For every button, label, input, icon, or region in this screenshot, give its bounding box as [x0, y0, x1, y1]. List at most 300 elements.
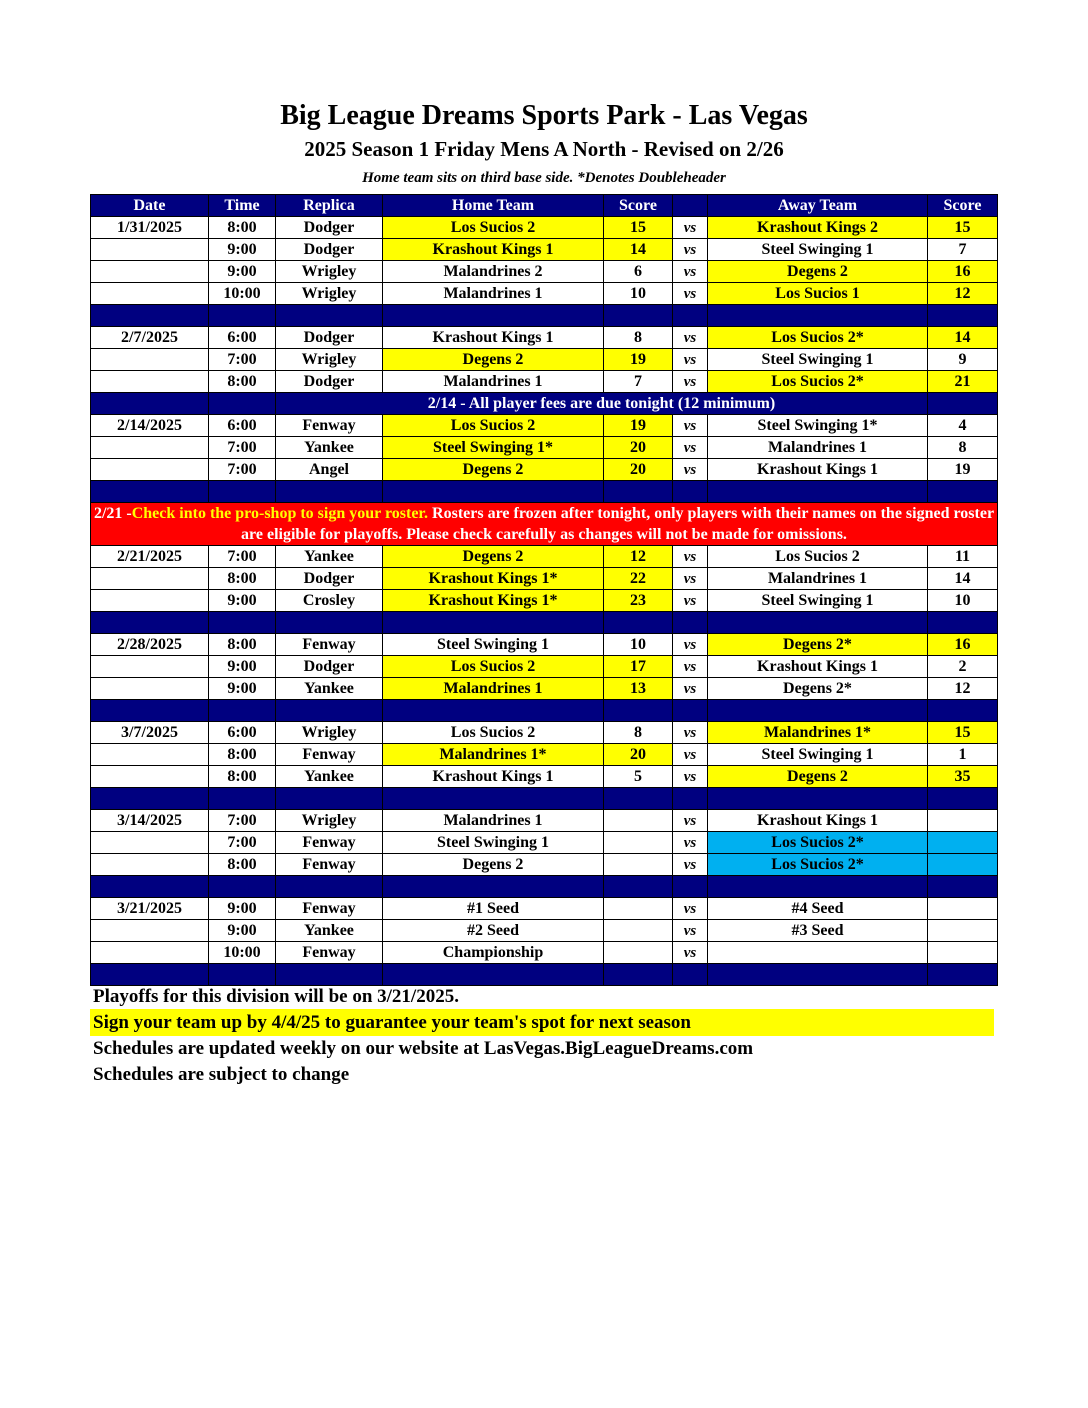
home-team: Los Sucios 2	[383, 217, 604, 239]
table-row	[91, 590, 998, 612]
change-note: Schedules are subject to change	[93, 1064, 350, 1085]
game-replica: Fenway	[276, 744, 383, 766]
col-replica: Replica	[276, 195, 383, 217]
home-score: 20	[604, 744, 673, 766]
home-team: Malandrines 1	[383, 283, 604, 305]
vs-label: vs	[673, 459, 708, 481]
game-time: 9:00	[209, 261, 276, 283]
away-score: 35	[928, 766, 998, 788]
away-team: Degens 2	[708, 261, 928, 283]
separator-cell	[928, 700, 998, 722]
away-score: 14	[928, 327, 998, 349]
away-score: 16	[928, 261, 998, 283]
game-replica: Dodger	[276, 239, 383, 261]
game-time: 8:00	[209, 744, 276, 766]
separator-cell	[928, 481, 998, 503]
game-time: 7:00	[209, 810, 276, 832]
separator-cell	[673, 876, 708, 898]
separator-cell	[209, 305, 276, 327]
home-score	[604, 810, 673, 832]
away-score: 12	[928, 678, 998, 700]
game-date	[91, 349, 209, 371]
away-score: 15	[928, 217, 998, 239]
away-score	[928, 854, 998, 876]
game-replica: Yankee	[276, 437, 383, 459]
col-date: Date	[91, 195, 209, 217]
home-team: Championship	[383, 942, 604, 964]
table-row	[91, 546, 998, 568]
game-date: 3/21/2025	[91, 898, 209, 920]
vs-label: vs	[673, 656, 708, 678]
vs-label: vs	[673, 678, 708, 700]
game-date	[91, 261, 209, 283]
away-team: Malandrines 1*	[708, 722, 928, 744]
separator-row	[91, 964, 998, 986]
game-replica: Yankee	[276, 766, 383, 788]
away-score	[928, 920, 998, 942]
separator-cell	[673, 612, 708, 634]
vs-label: vs	[673, 568, 708, 590]
page-subtitle: 2025 Season 1 Friday Mens A North - Revised on 2/26	[304, 137, 784, 161]
vs-label: vs	[673, 722, 708, 744]
game-date	[91, 942, 209, 964]
away-team: Steel Swinging 1*	[708, 415, 928, 437]
game-time: 7:00	[209, 349, 276, 371]
game-date	[91, 371, 209, 393]
separator-cell	[383, 876, 604, 898]
home-team: Krashout Kings 1	[383, 239, 604, 261]
game-date	[91, 568, 209, 590]
away-team: Los Sucios 1	[708, 283, 928, 305]
page-title: Big League Dreams Sports Park - Las Vegas	[280, 100, 808, 131]
separator-cell	[276, 481, 383, 503]
game-replica: Fenway	[276, 832, 383, 854]
vs-label: vs	[673, 239, 708, 261]
home-team: Degens 2	[383, 854, 604, 876]
home-team: Malandrines 1*	[383, 744, 604, 766]
game-time: 9:00	[209, 678, 276, 700]
game-replica: Crosley	[276, 590, 383, 612]
away-score: 7	[928, 239, 998, 261]
table-row	[91, 656, 998, 678]
away-team: Malandrines 1	[708, 437, 928, 459]
separator-cell	[673, 481, 708, 503]
game-date	[91, 920, 209, 942]
away-team: Krashout Kings 2	[708, 217, 928, 239]
separator-cell	[604, 876, 673, 898]
game-time: 10:00	[209, 283, 276, 305]
game-date: 3/14/2025	[91, 810, 209, 832]
game-replica: Dodger	[276, 371, 383, 393]
col-away-score: Score	[928, 195, 998, 217]
game-replica: Fenway	[276, 898, 383, 920]
game-replica: Yankee	[276, 546, 383, 568]
game-date: 2/28/2025	[91, 634, 209, 656]
table-row	[91, 415, 998, 437]
separator-cell	[276, 700, 383, 722]
separator-cell	[209, 788, 276, 810]
separator-cell	[383, 700, 604, 722]
away-score	[928, 810, 998, 832]
alert-lead: 2/21 -	[93, 505, 132, 522]
table-row	[91, 459, 998, 481]
separator-cell	[209, 700, 276, 722]
away-score: 11	[928, 546, 998, 568]
game-replica: Dodger	[276, 217, 383, 239]
home-team: Los Sucios 2	[383, 415, 604, 437]
game-replica: Wrigley	[276, 283, 383, 305]
separator-cell	[383, 788, 604, 810]
game-replica: Wrigley	[276, 261, 383, 283]
separator-cell	[276, 788, 383, 810]
game-replica: Dodger	[276, 568, 383, 590]
away-team: Krashout Kings 1	[708, 656, 928, 678]
separator-cell	[91, 700, 209, 722]
separator-cell	[604, 305, 673, 327]
game-date	[91, 854, 209, 876]
game-time: 8:00	[209, 371, 276, 393]
separator-cell	[604, 964, 673, 986]
announcement-text: 2/14 - All player fees are due tonight (12 minimum)	[276, 393, 928, 415]
separator-cell	[708, 700, 928, 722]
home-score: 17	[604, 656, 673, 678]
separator-cell	[928, 964, 998, 986]
away-team: Steel Swinging 1	[708, 239, 928, 261]
separator-row	[91, 481, 998, 503]
separator-row	[91, 788, 998, 810]
table-row	[91, 810, 998, 832]
vs-label: vs	[673, 546, 708, 568]
roster-alert	[91, 503, 998, 546]
away-team: Degens 2	[708, 766, 928, 788]
separator-cell	[276, 876, 383, 898]
separator-cell	[708, 481, 928, 503]
table-row	[91, 239, 998, 261]
separator-cell	[928, 612, 998, 634]
home-score	[604, 854, 673, 876]
home-team: Los Sucios 2	[383, 722, 604, 744]
separator-cell	[209, 964, 276, 986]
away-score: 2	[928, 656, 998, 678]
game-date	[91, 239, 209, 261]
separator-cell	[91, 964, 209, 986]
home-score: 22	[604, 568, 673, 590]
separator-cell	[928, 305, 998, 327]
separator-cell	[604, 788, 673, 810]
home-score: 20	[604, 437, 673, 459]
home-team: Degens 2	[383, 459, 604, 481]
home-score: 13	[604, 678, 673, 700]
col-home-team: Home Team	[383, 195, 604, 217]
separator-cell	[91, 612, 209, 634]
game-replica: Wrigley	[276, 349, 383, 371]
home-team: Steel Swinging 1	[383, 634, 604, 656]
separator-cell	[91, 876, 209, 898]
separator-cell	[276, 305, 383, 327]
vs-label: vs	[673, 920, 708, 942]
home-team: Malandrines 1	[383, 371, 604, 393]
away-team: Steel Swinging 1	[708, 744, 928, 766]
col-away-team: Away Team	[708, 195, 928, 217]
vs-label: vs	[673, 261, 708, 283]
away-team: #4 Seed	[708, 898, 928, 920]
game-time: 7:00	[209, 437, 276, 459]
separator-cell	[928, 876, 998, 898]
separator-cell	[708, 305, 928, 327]
separator-cell	[209, 481, 276, 503]
away-score: 8	[928, 437, 998, 459]
game-date	[91, 590, 209, 612]
schedule-note: Home team sits on third base side. *Denotes Doubleheader	[362, 170, 726, 186]
roster-alert-row	[91, 503, 998, 546]
vs-label: vs	[673, 634, 708, 656]
separator-cell	[91, 305, 209, 327]
away-team: Degens 2*	[708, 634, 928, 656]
game-time: 8:00	[209, 766, 276, 788]
game-time: 8:00	[209, 217, 276, 239]
game-replica: Fenway	[276, 942, 383, 964]
home-team: Krashout Kings 1	[383, 766, 604, 788]
away-score: 21	[928, 371, 998, 393]
away-team: Malandrines 1	[708, 568, 928, 590]
away-score	[928, 898, 998, 920]
game-date	[91, 766, 209, 788]
playoffs-note: Playoffs for this division will be on 3/21/2025.	[93, 986, 459, 1007]
game-time: 9:00	[209, 239, 276, 261]
game-time: 6:00	[209, 415, 276, 437]
separator-cell	[383, 612, 604, 634]
away-score: 10	[928, 590, 998, 612]
separator-cell	[708, 788, 928, 810]
away-score	[928, 942, 998, 964]
home-team: #2 Seed	[383, 920, 604, 942]
away-team: Los Sucios 2*	[708, 327, 928, 349]
separator-cell	[708, 964, 928, 986]
game-date: 1/31/2025	[91, 217, 209, 239]
separator-cell	[276, 964, 383, 986]
game-replica: Wrigley	[276, 722, 383, 744]
vs-label: vs	[673, 942, 708, 964]
table-row	[91, 283, 998, 305]
home-score: 20	[604, 459, 673, 481]
home-score	[604, 920, 673, 942]
home-team: Malandrines 1	[383, 678, 604, 700]
alert-rest: Rosters are frozen after tonight, only players with their names on the signed roster are eligible for playoffs. Please check carefully as changes will not be made for omissions.	[241, 505, 995, 543]
separator-cell	[383, 481, 604, 503]
table-header-row	[91, 195, 998, 217]
table-row	[91, 327, 998, 349]
away-team: Los Sucios 2	[708, 546, 928, 568]
home-team: Steel Swinging 1*	[383, 437, 604, 459]
home-score	[604, 832, 673, 854]
game-date	[91, 283, 209, 305]
separator-cell	[673, 305, 708, 327]
separator-cell	[673, 788, 708, 810]
vs-label: vs	[673, 744, 708, 766]
home-score: 14	[604, 239, 673, 261]
vs-label: vs	[673, 766, 708, 788]
game-date	[91, 437, 209, 459]
away-team: Los Sucios 2*	[708, 854, 928, 876]
announcement-row	[91, 393, 998, 415]
col-home-score: Score	[604, 195, 673, 217]
separator-cell	[928, 788, 998, 810]
game-date	[91, 656, 209, 678]
vs-label: vs	[673, 590, 708, 612]
table-row	[91, 217, 998, 239]
table-row	[91, 744, 998, 766]
vs-label: vs	[673, 437, 708, 459]
separator-cell	[209, 612, 276, 634]
game-time: 9:00	[209, 920, 276, 942]
away-score: 1	[928, 744, 998, 766]
table-row	[91, 568, 998, 590]
separator-cell	[383, 305, 604, 327]
game-date	[91, 678, 209, 700]
away-team: Los Sucios 2*	[708, 832, 928, 854]
away-score: 15	[928, 722, 998, 744]
note-spacer	[91, 393, 209, 415]
home-score: 6	[604, 261, 673, 283]
away-score: 9	[928, 349, 998, 371]
col-time: Time	[209, 195, 276, 217]
away-score: 16	[928, 634, 998, 656]
home-team: Krashout Kings 1*	[383, 568, 604, 590]
home-team: Malandrines 2	[383, 261, 604, 283]
alert-highlight: Check into the pro-shop to sign your roster.	[131, 505, 429, 522]
vs-label: vs	[673, 283, 708, 305]
game-time: 8:00	[209, 854, 276, 876]
separator-cell	[91, 481, 209, 503]
game-date: 2/7/2025	[91, 327, 209, 349]
away-score: 14	[928, 568, 998, 590]
game-date: 3/7/2025	[91, 722, 209, 744]
away-team: Krashout Kings 1	[708, 810, 928, 832]
home-score: 8	[604, 327, 673, 349]
vs-label: vs	[673, 371, 708, 393]
separator-row	[91, 700, 998, 722]
separator-row	[91, 876, 998, 898]
game-replica: Yankee	[276, 678, 383, 700]
table-row	[91, 437, 998, 459]
game-time: 6:00	[209, 327, 276, 349]
game-replica: Fenway	[276, 634, 383, 656]
separator-cell	[604, 612, 673, 634]
game-replica: Fenway	[276, 854, 383, 876]
table-row	[91, 898, 998, 920]
home-score: 12	[604, 546, 673, 568]
home-score: 19	[604, 349, 673, 371]
game-time: 8:00	[209, 568, 276, 590]
game-date	[91, 459, 209, 481]
home-score: 10	[604, 283, 673, 305]
game-replica: Dodger	[276, 327, 383, 349]
separator-cell	[383, 964, 604, 986]
game-date: 2/14/2025	[91, 415, 209, 437]
table-row	[91, 854, 998, 876]
away-score: 4	[928, 415, 998, 437]
game-time: 9:00	[209, 898, 276, 920]
home-team: Krashout Kings 1*	[383, 590, 604, 612]
separator-cell	[673, 964, 708, 986]
home-score	[604, 942, 673, 964]
separator-row	[91, 305, 998, 327]
separator-cell	[708, 612, 928, 634]
col-vs	[673, 195, 708, 217]
vs-label: vs	[673, 854, 708, 876]
home-team: Steel Swinging 1	[383, 832, 604, 854]
website-note: Schedules are updated weekly on our website at LasVegas.BigLeagueDreams.com	[93, 1038, 754, 1059]
home-score: 8	[604, 722, 673, 744]
table-row	[91, 634, 998, 656]
home-team: Krashout Kings 1	[383, 327, 604, 349]
game-time: 7:00	[209, 459, 276, 481]
table-row	[91, 349, 998, 371]
game-time: 6:00	[209, 722, 276, 744]
separator-cell	[276, 612, 383, 634]
vs-label: vs	[673, 415, 708, 437]
away-team: Degens 2*	[708, 678, 928, 700]
vs-label: vs	[673, 898, 708, 920]
table-row	[91, 942, 998, 964]
home-score: 19	[604, 415, 673, 437]
vs-label: vs	[673, 832, 708, 854]
home-team: #1 Seed	[383, 898, 604, 920]
away-team: Steel Swinging 1	[708, 590, 928, 612]
separator-cell	[91, 788, 209, 810]
game-time: 7:00	[209, 832, 276, 854]
game-replica: Yankee	[276, 920, 383, 942]
note-spacer	[928, 393, 998, 415]
home-score: 5	[604, 766, 673, 788]
game-time: 9:00	[209, 590, 276, 612]
vs-label: vs	[673, 327, 708, 349]
home-score: 23	[604, 590, 673, 612]
game-replica: Angel	[276, 459, 383, 481]
vs-label: vs	[673, 217, 708, 239]
game-date	[91, 744, 209, 766]
game-replica: Dodger	[276, 656, 383, 678]
away-score: 19	[928, 459, 998, 481]
table-row	[91, 371, 998, 393]
home-score: 10	[604, 634, 673, 656]
vs-label: vs	[673, 349, 708, 371]
table-row	[91, 832, 998, 854]
away-team: Krashout Kings 1	[708, 459, 928, 481]
table-row	[91, 261, 998, 283]
away-team: #3 Seed	[708, 920, 928, 942]
separator-cell	[604, 700, 673, 722]
game-time: 9:00	[209, 656, 276, 678]
home-team: Malandrines 1	[383, 810, 604, 832]
home-team: Degens 2	[383, 349, 604, 371]
game-replica: Fenway	[276, 415, 383, 437]
away-score: 12	[928, 283, 998, 305]
table-row	[91, 678, 998, 700]
game-date	[91, 832, 209, 854]
game-time: 10:00	[209, 942, 276, 964]
game-date: 2/21/2025	[91, 546, 209, 568]
signup-note: Sign your team up by 4/4/25 to guarantee your team's spot for next season	[90, 1009, 994, 1036]
home-score	[604, 898, 673, 920]
separator-row	[91, 612, 998, 634]
separator-cell	[604, 481, 673, 503]
game-time: 7:00	[209, 546, 276, 568]
home-team: Los Sucios 2	[383, 656, 604, 678]
home-score: 15	[604, 217, 673, 239]
away-team	[708, 942, 928, 964]
table-row	[91, 766, 998, 788]
